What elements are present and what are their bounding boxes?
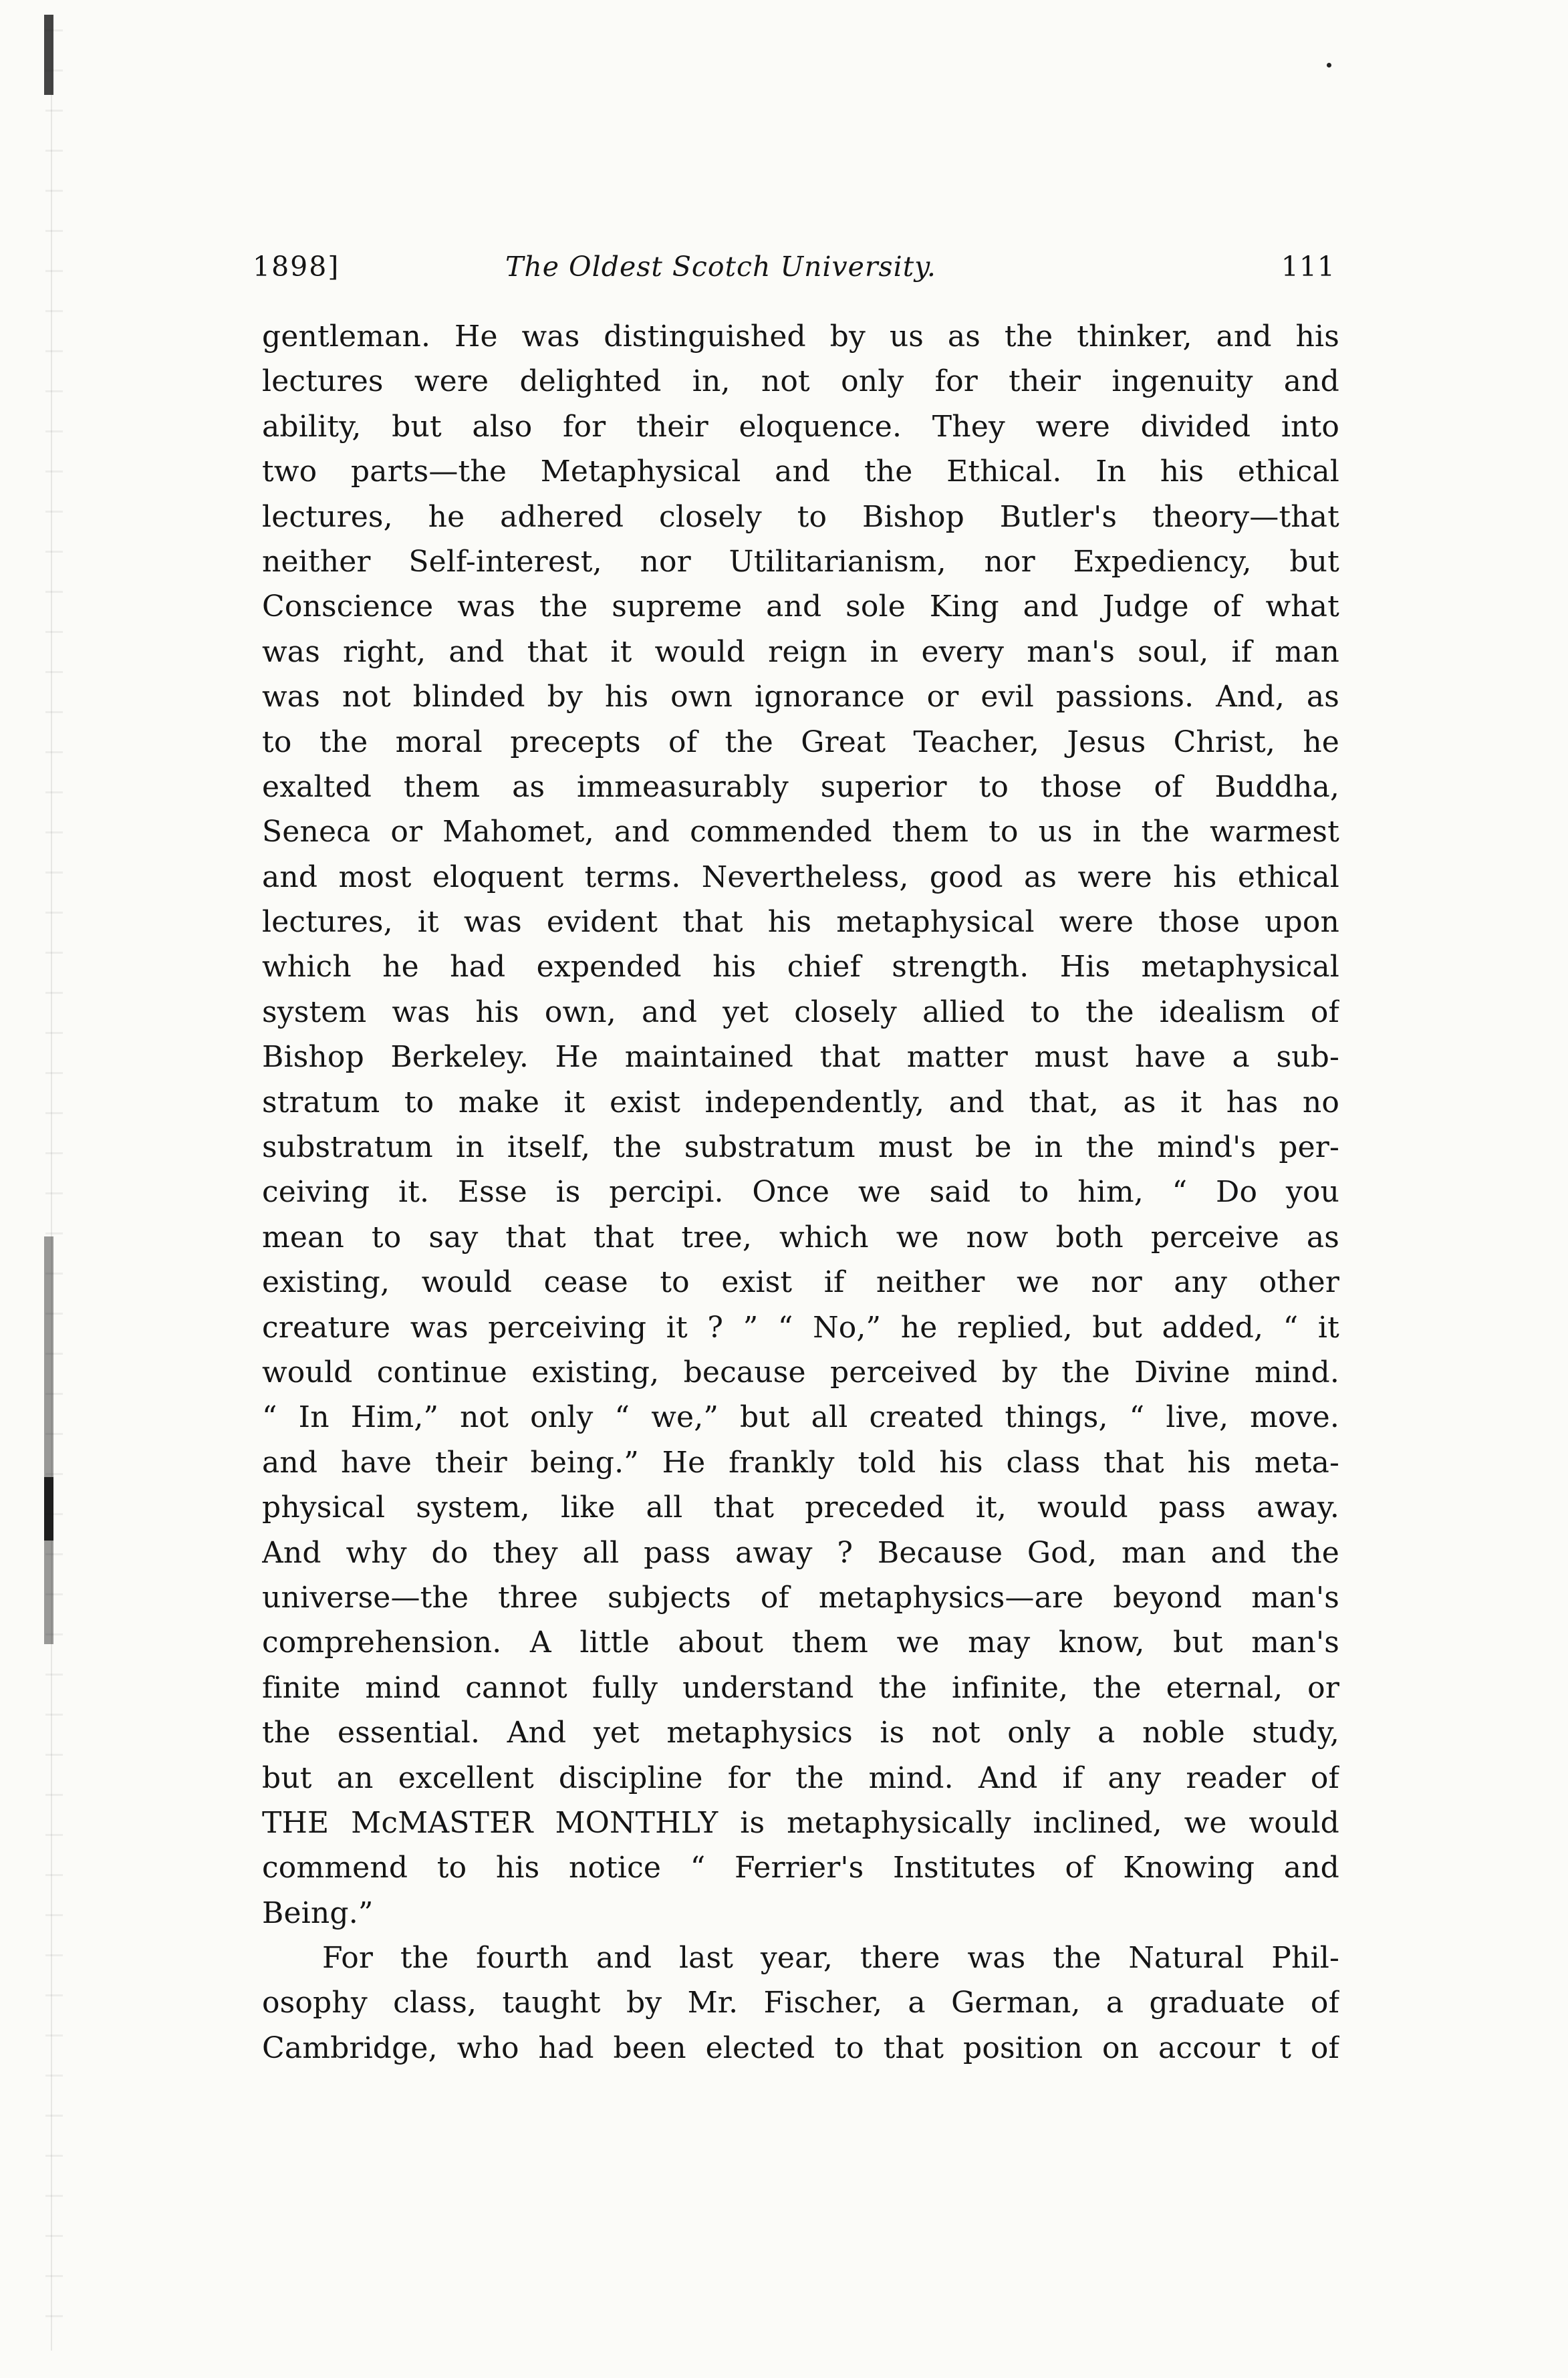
text-line: which he had expended his chief strength. His metaphysical (262, 950, 1339, 984)
paragraph-first-line: For the fourth and last year, there was the Natural Phil- (322, 1941, 1339, 1976)
text-line-short: Being.” (262, 1895, 374, 1930)
text-line: osophy class, taught by Mr. Fischer, a German, a graduate of (262, 1986, 1339, 2020)
text-line: existing, would cease to exist if neither we nor any other (262, 1265, 1339, 1300)
text-line: and have their being.” He frankly told his class that his meta- (262, 1445, 1339, 1480)
binding-mark-lower (44, 1477, 53, 1541)
binding-mark-top (44, 15, 53, 95)
text-line: stratum to make it exist independently, and that, as it has no (262, 1085, 1339, 1119)
text-line: gentleman. He was distinguished by us as the thinker, and his (262, 319, 1339, 354)
text-line: was not blinded by his own ignorance or evil passions. And, as (262, 680, 1339, 714)
text-line: “ In Him,” not only “ we,” but all created things, “ live, move. (262, 1400, 1339, 1435)
scan-speck (1327, 63, 1331, 68)
text-line: ability, but also for their eloquence. They were divided into (262, 409, 1339, 444)
text-line: lectures were delighted in, not only for their ingenuity and (262, 364, 1339, 399)
text-line: physical system, like all that preceded it, would pass away. (262, 1490, 1339, 1525)
text-line: was right, and that it would reign in every man's soul, if man (262, 634, 1339, 669)
text-line: to the moral precepts of the Great Teacher, Jesus Christ, he (262, 724, 1339, 759)
text-line: creature was perceiving it ? ” “ No,” he replied, but added, “ it (262, 1310, 1339, 1345)
page-number: 111 (1281, 251, 1335, 283)
header-title: The Oldest Scotch University. (505, 251, 936, 283)
text-line: universe—the three subjects of metaphysics—are beyond man's (262, 1580, 1339, 1615)
text-line: lectures, he adhered closely to Bishop Butler's theory—that (262, 499, 1339, 534)
text-line: Cambridge, who had been elected to that position on accour t of (262, 2030, 1339, 2065)
text-line: comprehension. A little about them we may know, but man's (262, 1625, 1339, 1660)
text-line: would continue existing, because perceived by the Divine mind. (262, 1355, 1339, 1390)
text-line: Conscience was the supreme and sole King and Judge of what (262, 589, 1339, 624)
text-line: finite mind cannot fully understand the infinite, the eternal, or (262, 1670, 1339, 1705)
text-line: mean to say that that tree, which we now both perceive as (262, 1220, 1339, 1254)
text-line: exalted them as immeasurably superior to those of Buddha, (262, 769, 1339, 804)
text-line: and most eloquent terms. Nevertheless, good as were his ethical (262, 860, 1339, 894)
text-line: two parts—the Metaphysical and the Ethical. In his ethical (262, 454, 1339, 489)
text-line: substratum in itself, the substratum must be in the mind's per- (262, 1130, 1339, 1165)
text-line: commend to his notice “ Ferrier's Institutes of Knowing and (262, 1851, 1339, 1885)
text-line: system was his own, and yet closely allied to the idealism of (262, 995, 1339, 1029)
text-line: Bishop Berkeley. He maintained that matter must have a sub- (262, 1040, 1339, 1075)
text-line: neither Self-interest, nor Utilitarianism, nor Expediency, but (262, 544, 1339, 579)
text-line: THE McMASTER MONTHLY is metaphysically inclined, we would (262, 1805, 1339, 1840)
text-line: Seneca or Mahomet, and commended them to us in the warmest (262, 815, 1339, 849)
binding-shadow-middle (44, 1236, 53, 1644)
page-binding-edge (45, 15, 63, 2351)
text-line: lectures, it was evident that his metaphysical were those upon (262, 905, 1339, 940)
text-line: but an excellent discipline for the mind. And if any reader of (262, 1760, 1339, 1795)
running-header (253, 244, 1335, 289)
text-line: And why do they all pass away ? Because God, man and the (262, 1535, 1339, 1570)
header-year: 1898] (253, 251, 340, 283)
body-text (262, 314, 1339, 2071)
text-line: ceiving it. Esse is percipi. Once we said to him, “ Do you (262, 1175, 1339, 1210)
text-line: the essential. And yet metaphysics is not only a noble study, (262, 1716, 1339, 1750)
